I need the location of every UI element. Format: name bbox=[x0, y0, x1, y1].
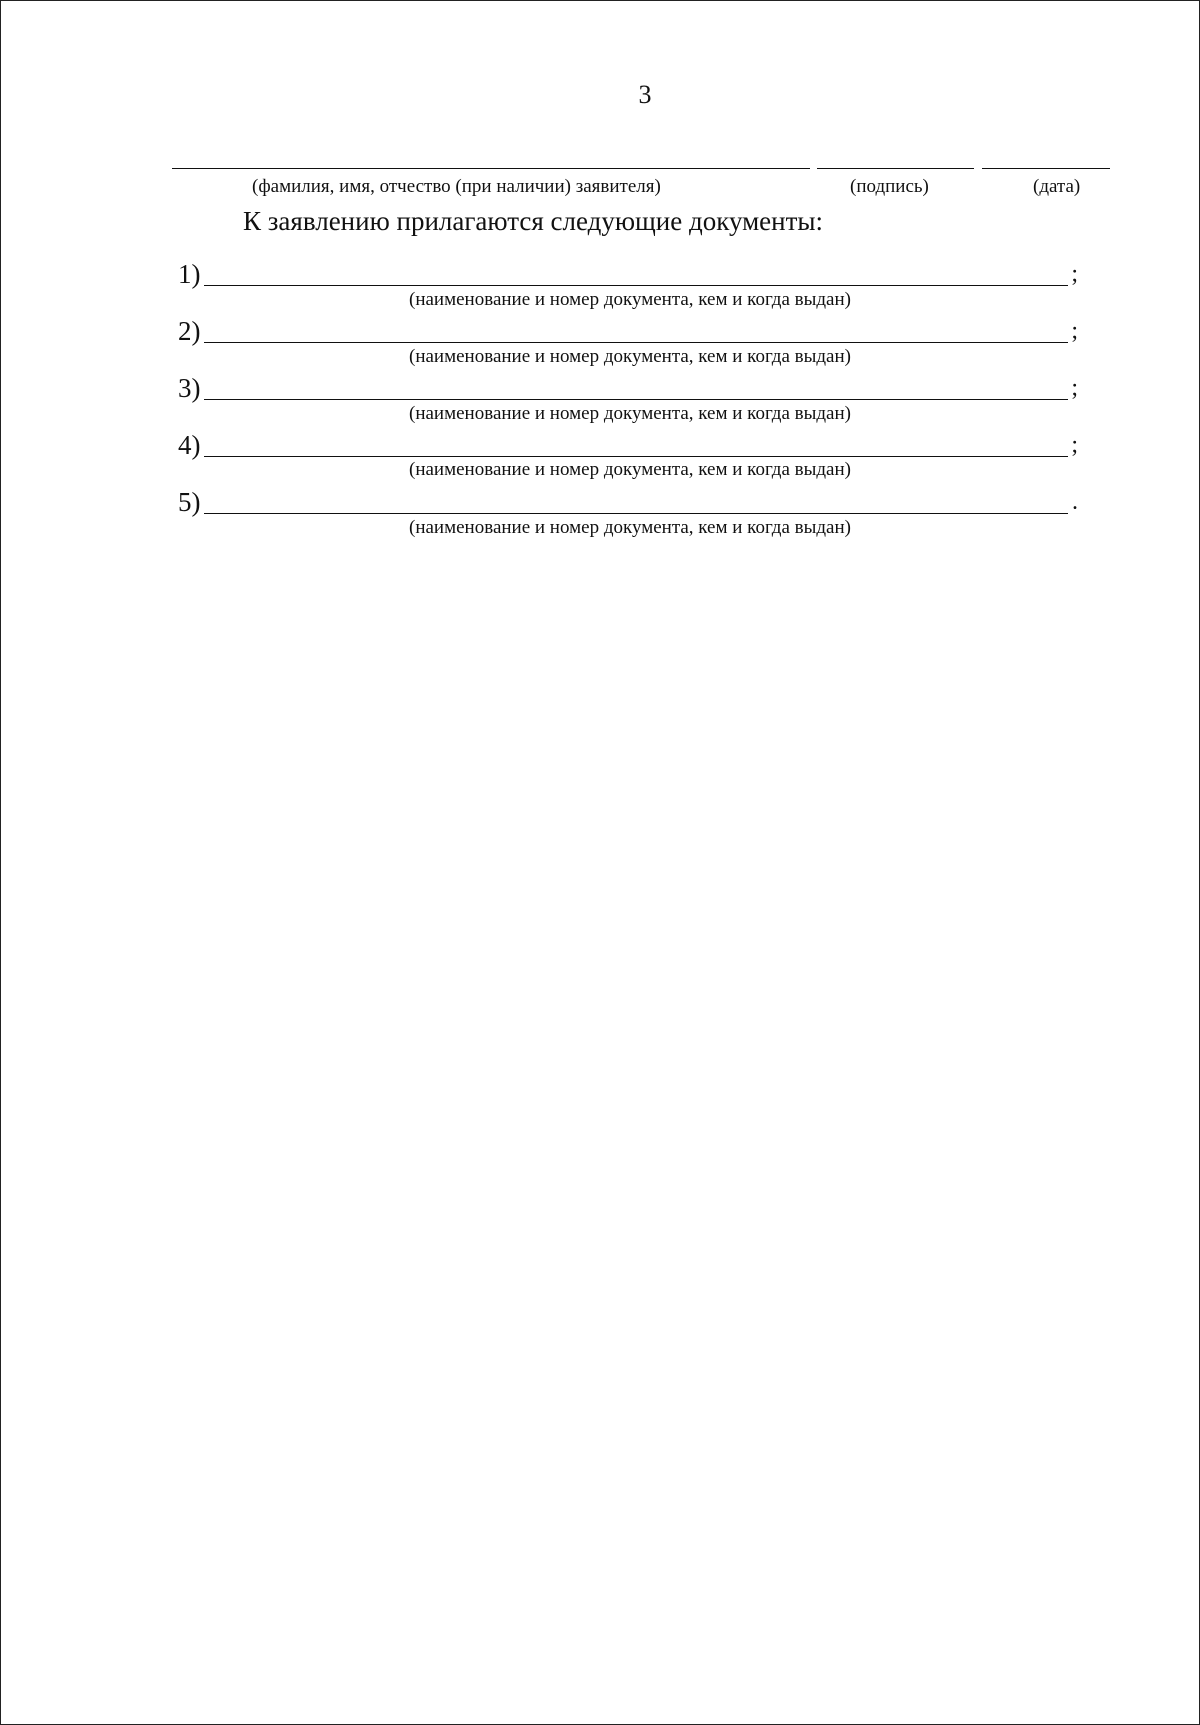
attachment-number: 4) bbox=[178, 430, 201, 460]
attachment-caption: (наименование и номер документа, кем и когда выдан) bbox=[409, 403, 851, 424]
attachment-number: 2) bbox=[178, 316, 201, 346]
attachment-row-5 bbox=[178, 487, 1078, 517]
attachment-caption: (наименование и номер документа, кем и когда выдан) bbox=[409, 289, 851, 310]
attachment-row-1 bbox=[178, 259, 1078, 289]
attachment-fill-line bbox=[204, 513, 1068, 514]
attachment-fill-line bbox=[204, 456, 1068, 457]
attachment-row-2 bbox=[178, 316, 1078, 346]
attachment-terminator: ; bbox=[1071, 261, 1078, 287]
date-line bbox=[982, 168, 1110, 169]
attachment-fill-line bbox=[204, 285, 1068, 286]
attachment-number: 5) bbox=[178, 487, 201, 517]
attachments-heading: К заявлению прилагаются следующие документы: bbox=[243, 206, 824, 236]
page-number: 3 bbox=[638, 80, 652, 109]
attachment-caption: (наименование и номер документа, кем и когда выдан) bbox=[409, 346, 851, 367]
applicant-name-line bbox=[172, 168, 810, 169]
signature-line bbox=[817, 168, 974, 169]
attachment-caption: (наименование и номер документа, кем и когда выдан) bbox=[409, 517, 851, 538]
applicant-name-caption: (фамилия, имя, отчество (при наличии) заявителя) bbox=[252, 176, 661, 197]
attachment-fill-line bbox=[204, 342, 1068, 343]
attachment-terminator: ; bbox=[1071, 432, 1078, 458]
attachment-terminator: ; bbox=[1071, 375, 1078, 401]
attachment-caption: (наименование и номер документа, кем и когда выдан) bbox=[409, 459, 851, 480]
attachment-row-3 bbox=[178, 373, 1078, 403]
date-caption: (дата) bbox=[1033, 176, 1081, 197]
attachment-terminator: . bbox=[1072, 489, 1078, 515]
attachment-number: 3) bbox=[178, 373, 201, 403]
attachment-number: 1) bbox=[178, 259, 201, 289]
attachment-row-4 bbox=[178, 430, 1078, 460]
attachment-fill-line bbox=[204, 399, 1068, 400]
attachment-terminator: ; bbox=[1071, 318, 1078, 344]
signature-caption: (подпись) bbox=[850, 176, 929, 197]
